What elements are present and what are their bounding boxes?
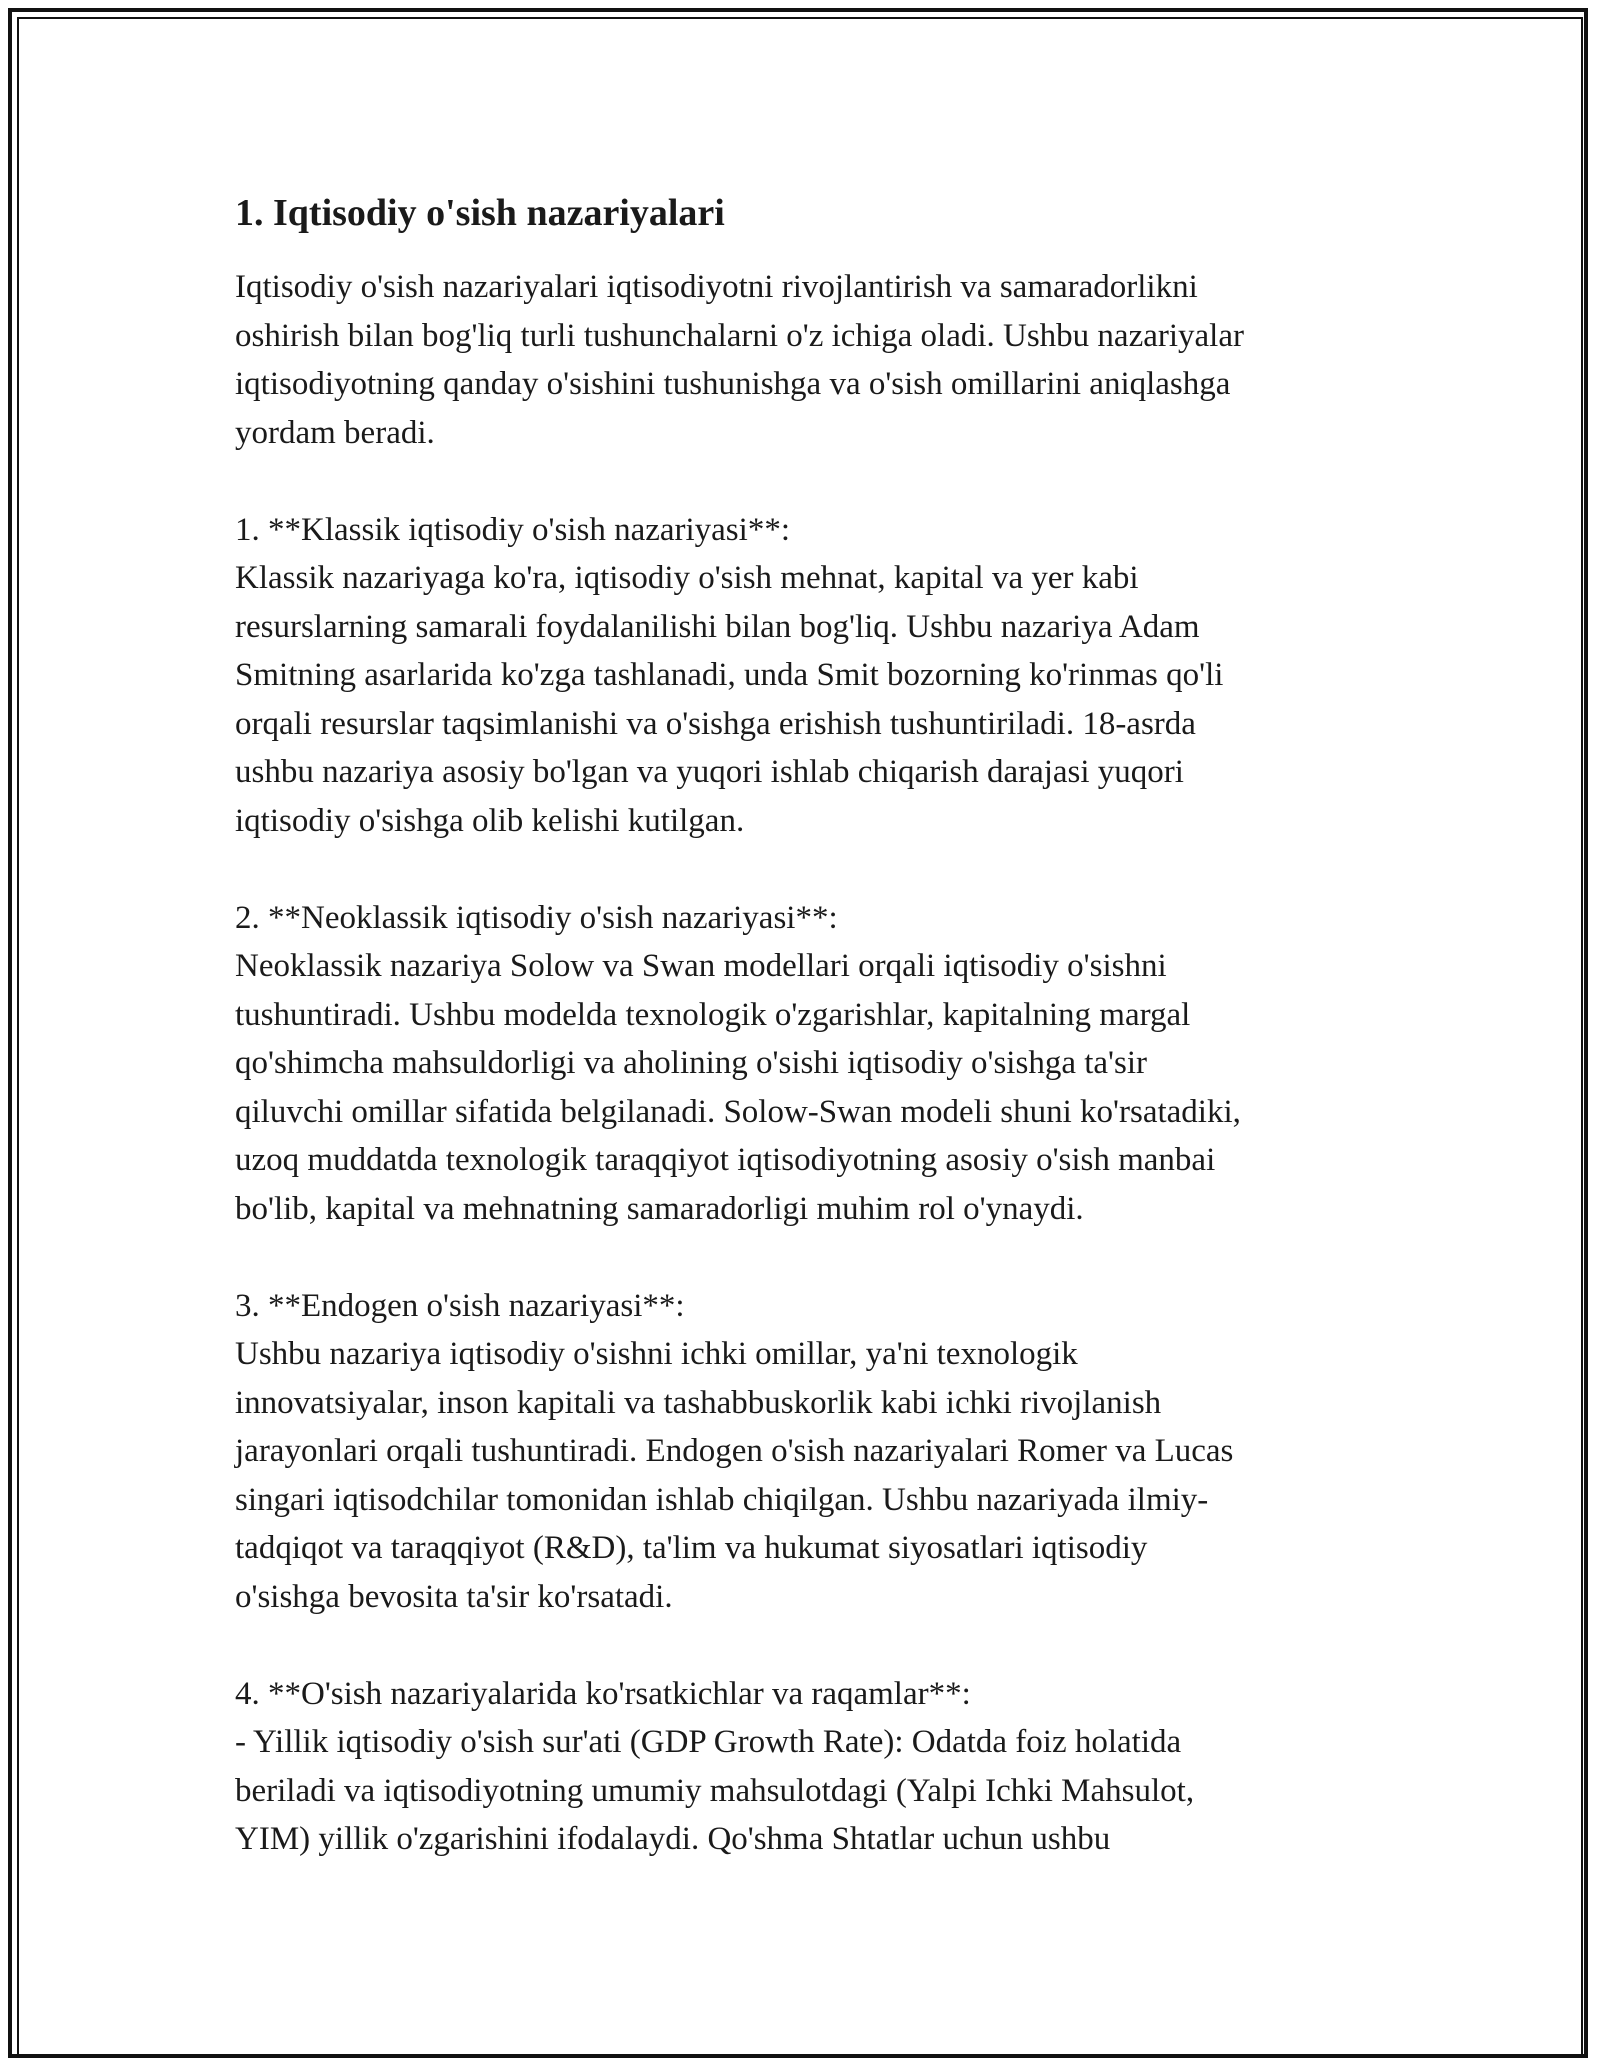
section-heading: 3. **Endogen o'sish nazariyasi**: [235,1287,685,1324]
paragraph-gap [235,845,1375,894]
section-body: Neoklassik nazariya Solow va Swan modellari orqali iqtisodiy o'sishni tushuntiradi. Ushbu modelda texnologik o'zgarishlar, kapitalning margal qo'shimcha mahsuldorligi va aholining o'sishi iqtisodiy o'sishga ta'sir qiluvchi omillar sifatida belgilanadi. Solow-Swan modeli shuni ko'rsatadiki, uzoq muddatda texnologik taraqqiyot iqtisodiyotning asosiy o'sish manbai bo'lib, kapital va mehnatning samaradorligi muhim rol o'ynaydi. [235,948,1241,1227]
paragraph-gap [235,1233,1375,1282]
section-classical [235,506,1375,846]
section-heading: 1. **Klassik iqtisodiy o'sish nazariyasi**: [235,511,790,548]
section-body: - Yillik iqtisodiy o'sish sur'ati (GDP Growth Rate): Odatda foiz holatida beriladi va iqtisodiyotning umumiy mahsulotdagi (Yalpi Ichki Mahsulot, YIM) yillik o'zgarishini ifodalaydi. Qo'shma Shtatlar uchun ushbu [235,1724,1195,1857]
paragraph-gap [235,1621,1375,1670]
section-body: Klassik nazariyaga ko'ra, iqtisodiy o'sish mehnat, kapital va yer kabi resurslarning samarali foydalanilishi bilan bog'liq. Ushbu nazariya Adam Smitning asarlarida ko'zga tashlanadi, unda Smit bozorning ko'rinmas qo'li orqali resurslar taqsimlanishi va o'sishga erishish tushuntiriladi. 18-asrda ushbu nazariya asosiy bo'lgan va yuqori ishlab chiqarish darajasi yuqori iqtisodiy o'sishga olib kelishi kutilgan. [235,560,1224,839]
section-neoclassical [235,894,1375,1234]
section-endogenous [235,1282,1375,1622]
section-body: Ushbu nazariya iqtisodiy o'sishni ichki omillar, ya'ni texnologik innovatsiyalar, inson kapitali va tashabbuskorlik kabi ichki rivojlanish jarayonlari orqali tushuntiradi. Endogen o'sish nazariyalari Romer va Lucas singari iqtisodchilar tomonidan ishlab chiqilgan. Ushbu nazariyada ilmiy- tadqiqot va taraqqiyot (R&D), ta'lim va hukumat siyosatlari iqtisodiy o'sishga bevosita ta'sir ko'rsatadi. [235,1336,1234,1615]
document-body [235,185,1375,1864]
paragraph-gap [235,457,1375,506]
section-indicators [235,1670,1375,1864]
section-heading: 2. **Neoklassik iqtisodiy o'sish nazariyasi**: [235,899,838,936]
intro-paragraph: Iqtisodiy o'sish nazariyalari iqtisodiyotni rivojlantirish va samaradorlikni oshirish bilan bog'liq turli tushunchalarni o'z ichiga oladi. Ushbu nazariyalar iqtisodiyotning qanday o'sishini tushunishga va o'sish omillarini aniqlashga yordam beradi. [235,269,1244,451]
document-title: 1. Iqtisodiy o'sish nazariyalari [235,192,725,234]
section-heading: 4. **O'sish nazariyalarida ko'rsatkichlar va raqamlar**: [235,1675,971,1712]
